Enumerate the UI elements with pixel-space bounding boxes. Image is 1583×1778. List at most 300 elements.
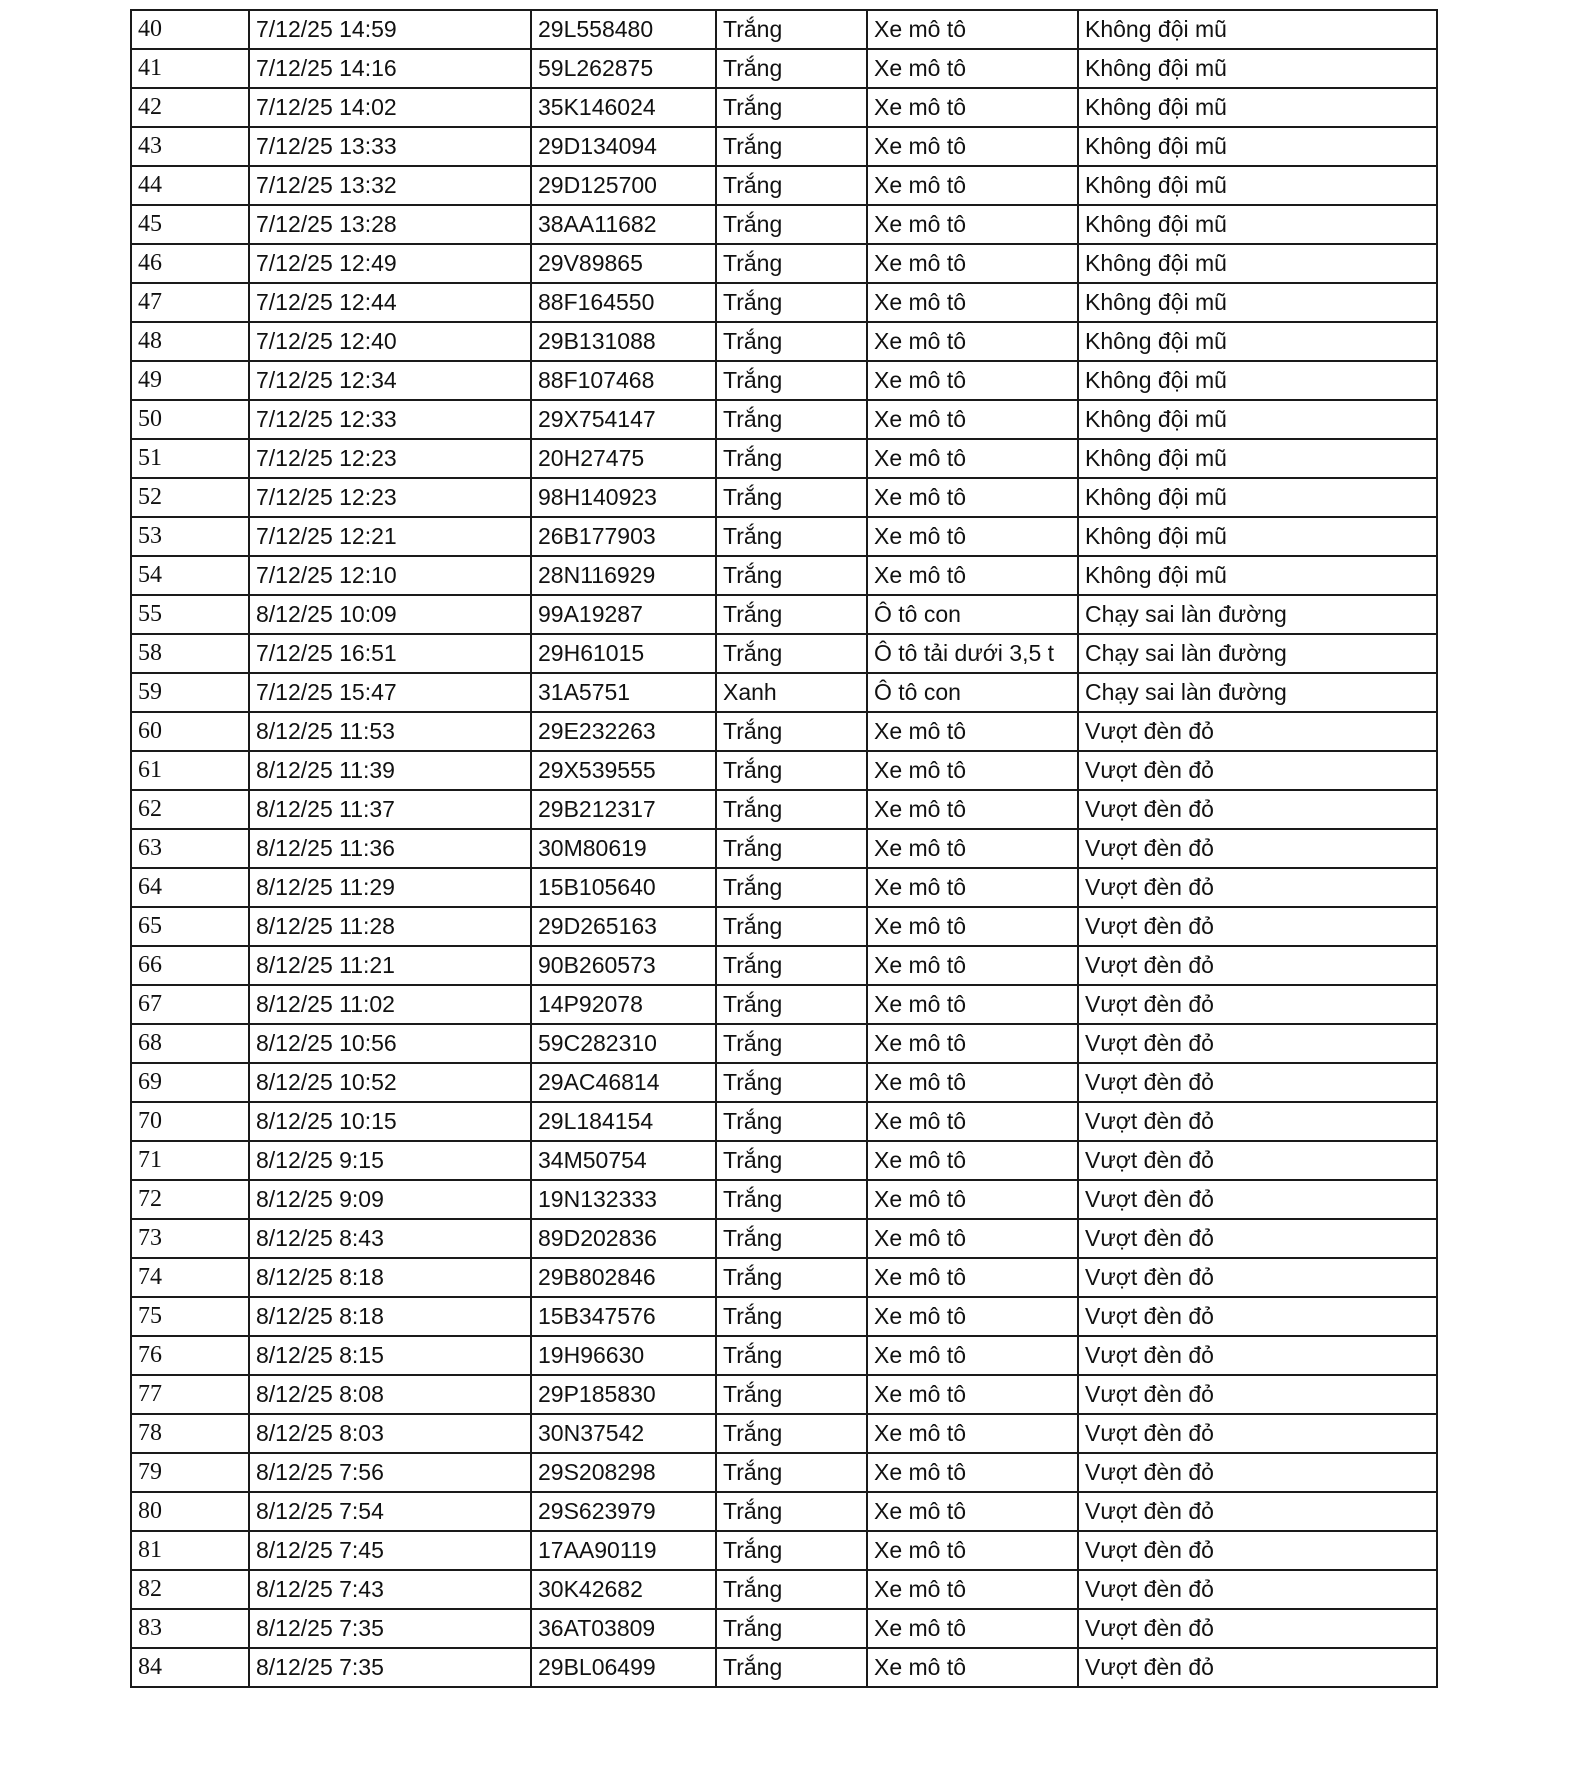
row-number-cell-text: 52 bbox=[138, 484, 162, 510]
vehicle-type-cell bbox=[867, 88, 1078, 127]
plate-color-cell-text: Trắng bbox=[723, 328, 783, 354]
vehicle-type-cell bbox=[867, 478, 1078, 517]
row-number-cell bbox=[131, 166, 249, 205]
table-row bbox=[131, 1414, 1437, 1453]
license-plate-cell bbox=[531, 439, 716, 478]
violation-cell-text: Vượt đèn đỏ bbox=[1085, 1030, 1214, 1056]
license-plate-cell bbox=[531, 1258, 716, 1297]
timestamp-cell-text: 7/12/25 12:49 bbox=[256, 250, 397, 276]
license-plate-cell bbox=[531, 244, 716, 283]
timestamp-cell-text: 7/12/25 12:10 bbox=[256, 562, 397, 588]
license-plate-cell bbox=[531, 1219, 716, 1258]
vehicle-type-cell bbox=[867, 10, 1078, 49]
row-number-cell bbox=[131, 946, 249, 985]
license-plate-cell-text: 29X539555 bbox=[538, 757, 656, 783]
vehicle-type-cell bbox=[867, 1102, 1078, 1141]
vehicle-type-cell-text: Xe mô tô bbox=[874, 1537, 967, 1563]
table-row bbox=[131, 1024, 1437, 1063]
row-number-cell-text: 49 bbox=[138, 367, 162, 393]
vehicle-type-cell bbox=[867, 946, 1078, 985]
row-number-cell-text: 64 bbox=[138, 874, 162, 900]
vehicle-type-cell bbox=[867, 595, 1078, 634]
plate-color-cell-text: Trắng bbox=[723, 1186, 783, 1212]
timestamp-cell bbox=[249, 478, 531, 517]
plate-color-cell-text: Trắng bbox=[723, 1069, 783, 1095]
timestamp-cell bbox=[249, 400, 531, 439]
vehicle-type-cell-text: Xe mô tô bbox=[874, 523, 967, 549]
row-number-cell-text: 60 bbox=[138, 718, 162, 744]
violation-cell-text: Vượt đèn đỏ bbox=[1085, 1186, 1214, 1212]
table-row bbox=[131, 946, 1437, 985]
plate-color-cell-text: Trắng bbox=[723, 1576, 783, 1602]
violation-cell bbox=[1078, 1180, 1437, 1219]
license-plate-cell bbox=[531, 1102, 716, 1141]
timestamp-cell-text: 8/12/25 7:43 bbox=[256, 1576, 384, 1602]
vehicle-type-cell bbox=[867, 439, 1078, 478]
plate-color-cell bbox=[716, 1297, 867, 1336]
license-plate-cell-text: 31A5751 bbox=[538, 679, 631, 705]
plate-color-cell bbox=[716, 712, 867, 751]
timestamp-cell bbox=[249, 1414, 531, 1453]
violation-cell-text: Vượt đèn đỏ bbox=[1085, 835, 1214, 861]
plate-color-cell bbox=[716, 1453, 867, 1492]
timestamp-cell-text: 8/12/25 8:03 bbox=[256, 1420, 384, 1446]
vehicle-type-cell-text: Xe mô tô bbox=[874, 133, 967, 159]
violation-cell-text: Vượt đèn đỏ bbox=[1085, 1264, 1214, 1290]
row-number-cell bbox=[131, 751, 249, 790]
timestamp-cell bbox=[249, 790, 531, 829]
vehicle-type-cell-text: Xe mô tô bbox=[874, 55, 967, 81]
timestamp-cell bbox=[249, 322, 531, 361]
license-plate-cell bbox=[531, 673, 716, 712]
license-plate-cell-text: 29B212317 bbox=[538, 796, 656, 822]
row-number-cell-text: 68 bbox=[138, 1030, 162, 1056]
row-number-cell-text: 63 bbox=[138, 835, 162, 861]
row-number-cell bbox=[131, 1180, 249, 1219]
timestamp-cell bbox=[249, 1297, 531, 1336]
violation-cell-text: Không đội mũ bbox=[1085, 484, 1227, 510]
table-row bbox=[131, 439, 1437, 478]
license-plate-cell-text: 29P185830 bbox=[538, 1381, 656, 1407]
row-number-cell bbox=[131, 1492, 249, 1531]
violation-cell bbox=[1078, 205, 1437, 244]
vehicle-type-cell bbox=[867, 907, 1078, 946]
row-number-cell-text: 73 bbox=[138, 1225, 162, 1251]
timestamp-cell-text: 7/12/25 13:28 bbox=[256, 211, 397, 237]
violation-cell bbox=[1078, 517, 1437, 556]
license-plate-cell bbox=[531, 556, 716, 595]
violation-cell-text: Vượt đèn đỏ bbox=[1085, 1108, 1214, 1134]
timestamp-cell-text: 8/12/25 10:52 bbox=[256, 1069, 397, 1095]
timestamp-cell bbox=[249, 166, 531, 205]
row-number-cell-text: 41 bbox=[138, 55, 162, 81]
plate-color-cell bbox=[716, 1375, 867, 1414]
plate-color-cell-text: Xanh bbox=[723, 679, 777, 705]
plate-color-cell bbox=[716, 673, 867, 712]
vehicle-type-cell bbox=[867, 1219, 1078, 1258]
vehicle-type-cell bbox=[867, 790, 1078, 829]
table-row bbox=[131, 400, 1437, 439]
table-row bbox=[131, 1648, 1437, 1687]
timestamp-cell-text: 8/12/25 7:56 bbox=[256, 1459, 384, 1485]
timestamp-cell bbox=[249, 595, 531, 634]
vehicle-type-cell bbox=[867, 205, 1078, 244]
row-number-cell bbox=[131, 88, 249, 127]
timestamp-cell bbox=[249, 868, 531, 907]
license-plate-cell-text: 30M80619 bbox=[538, 835, 647, 861]
vehicle-type-cell-text: Xe mô tô bbox=[874, 1654, 967, 1680]
violation-cell bbox=[1078, 946, 1437, 985]
row-number-cell-text: 42 bbox=[138, 94, 162, 120]
license-plate-cell bbox=[531, 127, 716, 166]
plate-color-cell-text: Trắng bbox=[723, 445, 783, 471]
timestamp-cell bbox=[249, 1570, 531, 1609]
timestamp-cell bbox=[249, 361, 531, 400]
license-plate-cell-text: 15B105640 bbox=[538, 874, 656, 900]
timestamp-cell-text: 8/12/25 8:18 bbox=[256, 1264, 384, 1290]
table-row bbox=[131, 1219, 1437, 1258]
table-row bbox=[131, 361, 1437, 400]
violation-cell bbox=[1078, 1609, 1437, 1648]
vehicle-type-cell bbox=[867, 1648, 1078, 1687]
license-plate-cell-text: 38AA11682 bbox=[538, 211, 657, 237]
violation-cell bbox=[1078, 751, 1437, 790]
plate-color-cell-text: Trắng bbox=[723, 1615, 783, 1641]
timestamp-cell bbox=[249, 517, 531, 556]
plate-color-cell-text: Trắng bbox=[723, 1537, 783, 1563]
timestamp-cell bbox=[249, 1102, 531, 1141]
vehicle-type-cell bbox=[867, 244, 1078, 283]
vehicle-type-cell bbox=[867, 829, 1078, 868]
vehicle-type-cell-text: Xe mô tô bbox=[874, 796, 967, 822]
vehicle-type-cell-text: Xe mô tô bbox=[874, 1186, 967, 1212]
violation-cell-text: Không đội mũ bbox=[1085, 133, 1227, 159]
table-row bbox=[131, 1492, 1437, 1531]
plate-color-cell-text: Trắng bbox=[723, 94, 783, 120]
violation-cell-text: Vượt đèn đỏ bbox=[1085, 1654, 1214, 1680]
license-plate-cell bbox=[531, 517, 716, 556]
license-plate-cell bbox=[531, 1414, 716, 1453]
plate-color-cell bbox=[716, 1648, 867, 1687]
violation-cell-text: Vượt đèn đỏ bbox=[1085, 1225, 1214, 1251]
violation-cell-text: Chạy sai làn đường bbox=[1085, 601, 1287, 627]
plate-color-cell bbox=[716, 1570, 867, 1609]
license-plate-cell-text: 29E232263 bbox=[538, 718, 656, 744]
plate-color-cell bbox=[716, 1531, 867, 1570]
row-number-cell-text: 47 bbox=[138, 289, 162, 315]
plate-color-cell-text: Trắng bbox=[723, 16, 783, 42]
table-row bbox=[131, 907, 1437, 946]
timestamp-cell-text: 8/12/25 7:45 bbox=[256, 1537, 384, 1563]
timestamp-cell bbox=[249, 907, 531, 946]
table-row bbox=[131, 244, 1437, 283]
vehicle-type-cell bbox=[867, 361, 1078, 400]
license-plate-cell-text: 88F164550 bbox=[538, 289, 655, 315]
timestamp-cell-text: 8/12/25 10:56 bbox=[256, 1030, 397, 1056]
table-row bbox=[131, 283, 1437, 322]
timestamp-cell bbox=[249, 1219, 531, 1258]
license-plate-cell-text: 29S208298 bbox=[538, 1459, 656, 1485]
vehicle-type-cell-text: Xe mô tô bbox=[874, 367, 967, 393]
table-row bbox=[131, 595, 1437, 634]
plate-color-cell-text: Trắng bbox=[723, 1459, 783, 1485]
vehicle-type-cell-text: Xe mô tô bbox=[874, 874, 967, 900]
vehicle-type-cell bbox=[867, 985, 1078, 1024]
license-plate-cell bbox=[531, 634, 716, 673]
plate-color-cell bbox=[716, 1258, 867, 1297]
row-number-cell-text: 80 bbox=[138, 1498, 162, 1524]
plate-color-cell-text: Trắng bbox=[723, 874, 783, 900]
row-number-cell-text: 50 bbox=[138, 406, 162, 432]
row-number-cell bbox=[131, 1570, 249, 1609]
violation-cell-text: Vượt đèn đỏ bbox=[1085, 757, 1214, 783]
timestamp-cell bbox=[249, 1141, 531, 1180]
row-number-cell-text: 82 bbox=[138, 1576, 162, 1602]
row-number-cell bbox=[131, 205, 249, 244]
table-row bbox=[131, 1336, 1437, 1375]
license-plate-cell-text: 29B802846 bbox=[538, 1264, 656, 1290]
table-row bbox=[131, 673, 1437, 712]
vehicle-type-cell bbox=[867, 751, 1078, 790]
violation-cell-text: Chạy sai làn đường bbox=[1085, 640, 1287, 666]
timestamp-cell-text: 8/12/25 11:36 bbox=[256, 835, 395, 861]
license-plate-cell bbox=[531, 1297, 716, 1336]
plate-color-cell-text: Trắng bbox=[723, 757, 783, 783]
vehicle-type-cell bbox=[867, 1375, 1078, 1414]
table-row bbox=[131, 1102, 1437, 1141]
violation-cell bbox=[1078, 907, 1437, 946]
row-number-cell bbox=[131, 1648, 249, 1687]
license-plate-cell-text: 98H140923 bbox=[538, 484, 657, 510]
vehicle-type-cell-text: Ô tô tải dưới 3,5 t bbox=[874, 640, 1055, 666]
vehicle-type-cell bbox=[867, 127, 1078, 166]
vehicle-type-cell-text: Xe mô tô bbox=[874, 406, 967, 432]
license-plate-cell-text: 34M50754 bbox=[538, 1147, 647, 1173]
vehicle-type-cell-text: Xe mô tô bbox=[874, 1147, 967, 1173]
plate-color-cell-text: Trắng bbox=[723, 718, 783, 744]
vehicle-type-cell bbox=[867, 1453, 1078, 1492]
timestamp-cell-text: 8/12/25 8:43 bbox=[256, 1225, 384, 1251]
license-plate-cell-text: 89D202836 bbox=[538, 1225, 657, 1251]
violation-cell bbox=[1078, 1375, 1437, 1414]
vehicle-type-cell-text: Xe mô tô bbox=[874, 1420, 967, 1446]
license-plate-cell bbox=[531, 868, 716, 907]
license-plate-cell-text: 29L558480 bbox=[538, 16, 654, 42]
violation-cell bbox=[1078, 790, 1437, 829]
license-plate-cell bbox=[531, 1492, 716, 1531]
violation-cell-text: Không đội mũ bbox=[1085, 523, 1227, 549]
timestamp-cell bbox=[249, 1258, 531, 1297]
plate-color-cell bbox=[716, 322, 867, 361]
row-number-cell-text: 43 bbox=[138, 133, 162, 159]
timestamp-cell-text: 8/12/25 9:09 bbox=[256, 1186, 384, 1212]
row-number-cell-text: 74 bbox=[138, 1264, 162, 1290]
timestamp-cell-text: 7/12/25 14:16 bbox=[256, 55, 397, 81]
vehicle-type-cell-text: Xe mô tô bbox=[874, 1615, 967, 1641]
violation-cell-text: Vượt đèn đỏ bbox=[1085, 1498, 1214, 1524]
license-plate-cell bbox=[531, 1648, 716, 1687]
plate-color-cell bbox=[716, 244, 867, 283]
violation-cell-text: Vượt đèn đỏ bbox=[1085, 718, 1214, 744]
table-row bbox=[131, 712, 1437, 751]
row-number-cell-text: 81 bbox=[138, 1537, 162, 1563]
vehicle-type-cell bbox=[867, 712, 1078, 751]
plate-color-cell bbox=[716, 1219, 867, 1258]
license-plate-cell-text: 15B347576 bbox=[538, 1303, 656, 1329]
table-row bbox=[131, 10, 1437, 49]
table-row bbox=[131, 985, 1437, 1024]
row-number-cell-text: 45 bbox=[138, 211, 162, 237]
table-row bbox=[131, 556, 1437, 595]
timestamp-cell bbox=[249, 1024, 531, 1063]
timestamp-cell-text: 8/12/25 11:28 bbox=[256, 913, 395, 939]
timestamp-cell bbox=[249, 751, 531, 790]
violation-cell bbox=[1078, 10, 1437, 49]
plate-color-cell-text: Trắng bbox=[723, 991, 783, 1017]
plate-color-cell-text: Trắng bbox=[723, 1303, 783, 1329]
license-plate-cell bbox=[531, 1336, 716, 1375]
plate-color-cell bbox=[716, 751, 867, 790]
vehicle-type-cell bbox=[867, 1492, 1078, 1531]
plate-color-cell bbox=[716, 946, 867, 985]
timestamp-cell-text: 8/12/25 11:37 bbox=[256, 796, 395, 822]
table-row bbox=[131, 634, 1437, 673]
vehicle-type-cell bbox=[867, 1297, 1078, 1336]
violation-cell-text: Không đội mũ bbox=[1085, 445, 1227, 471]
timestamp-cell-text: 8/12/25 9:15 bbox=[256, 1147, 384, 1173]
violation-cell-text: Vượt đèn đỏ bbox=[1085, 796, 1214, 822]
plate-color-cell-text: Trắng bbox=[723, 484, 783, 510]
plate-color-cell-text: Trắng bbox=[723, 913, 783, 939]
plate-color-cell bbox=[716, 1609, 867, 1648]
violation-cell bbox=[1078, 673, 1437, 712]
timestamp-cell bbox=[249, 1375, 531, 1414]
row-number-cell bbox=[131, 673, 249, 712]
license-plate-cell-text: 35K146024 bbox=[538, 94, 656, 120]
row-number-cell-text: 84 bbox=[138, 1654, 162, 1680]
row-number-cell bbox=[131, 829, 249, 868]
license-plate-cell-text: 30N37542 bbox=[538, 1420, 645, 1446]
violation-cell-text: Vượt đèn đỏ bbox=[1085, 1576, 1214, 1602]
license-plate-cell bbox=[531, 712, 716, 751]
vehicle-type-cell-text: Xe mô tô bbox=[874, 835, 967, 861]
row-number-cell bbox=[131, 1609, 249, 1648]
violation-cell bbox=[1078, 634, 1437, 673]
row-number-cell bbox=[131, 1297, 249, 1336]
row-number-cell-text: 77 bbox=[138, 1381, 162, 1407]
violation-cell bbox=[1078, 1219, 1437, 1258]
license-plate-cell bbox=[531, 49, 716, 88]
license-plate-cell bbox=[531, 400, 716, 439]
license-plate-cell bbox=[531, 1453, 716, 1492]
timestamp-cell bbox=[249, 205, 531, 244]
row-number-cell bbox=[131, 244, 249, 283]
timestamp-cell bbox=[249, 712, 531, 751]
row-number-cell bbox=[131, 1336, 249, 1375]
license-plate-cell bbox=[531, 595, 716, 634]
violations-table bbox=[130, 9, 1438, 1688]
license-plate-cell bbox=[531, 1570, 716, 1609]
plate-color-cell-text: Trắng bbox=[723, 796, 783, 822]
violation-cell bbox=[1078, 322, 1437, 361]
timestamp-cell bbox=[249, 673, 531, 712]
plate-color-cell bbox=[716, 1141, 867, 1180]
vehicle-type-cell bbox=[867, 322, 1078, 361]
plate-color-cell-text: Trắng bbox=[723, 367, 783, 393]
plate-color-cell-text: Trắng bbox=[723, 250, 783, 276]
violation-cell-text: Không đội mũ bbox=[1085, 328, 1227, 354]
license-plate-cell bbox=[531, 478, 716, 517]
timestamp-cell-text: 7/12/25 12:44 bbox=[256, 289, 397, 315]
plate-color-cell bbox=[716, 1180, 867, 1219]
license-plate-cell-text: 20H27475 bbox=[538, 445, 645, 471]
license-plate-cell bbox=[531, 985, 716, 1024]
violation-cell bbox=[1078, 985, 1437, 1024]
vehicle-type-cell-text: Xe mô tô bbox=[874, 16, 967, 42]
vehicle-type-cell-text: Xe mô tô bbox=[874, 484, 967, 510]
row-number-cell bbox=[131, 1141, 249, 1180]
row-number-cell-text: 61 bbox=[138, 757, 162, 783]
timestamp-cell bbox=[249, 10, 531, 49]
vehicle-type-cell-text: Xe mô tô bbox=[874, 1498, 967, 1524]
table-row bbox=[131, 829, 1437, 868]
table-row bbox=[131, 1570, 1437, 1609]
vehicle-type-cell-text: Xe mô tô bbox=[874, 913, 967, 939]
license-plate-cell-text: 29D134094 bbox=[538, 133, 657, 159]
timestamp-cell-text: 8/12/25 10:09 bbox=[256, 601, 397, 627]
plate-color-cell-text: Trắng bbox=[723, 1225, 783, 1251]
license-plate-cell-text: 29B131088 bbox=[538, 328, 656, 354]
license-plate-cell bbox=[531, 88, 716, 127]
vehicle-type-cell-text: Xe mô tô bbox=[874, 445, 967, 471]
violation-cell-text: Vượt đèn đỏ bbox=[1085, 1459, 1214, 1485]
violation-cell-text: Không đội mũ bbox=[1085, 16, 1227, 42]
table-row bbox=[131, 1141, 1437, 1180]
violation-cell bbox=[1078, 829, 1437, 868]
timestamp-cell bbox=[249, 439, 531, 478]
row-number-cell-text: 51 bbox=[138, 445, 162, 471]
row-number-cell bbox=[131, 361, 249, 400]
vehicle-type-cell-text: Xe mô tô bbox=[874, 1342, 967, 1368]
timestamp-cell-text: 8/12/25 8:18 bbox=[256, 1303, 384, 1329]
plate-color-cell-text: Trắng bbox=[723, 211, 783, 237]
plate-color-cell bbox=[716, 1063, 867, 1102]
vehicle-type-cell-text: Xe mô tô bbox=[874, 1069, 967, 1095]
license-plate-cell bbox=[531, 361, 716, 400]
violation-cell-text: Không đội mũ bbox=[1085, 250, 1227, 276]
license-plate-cell-text: 19H96630 bbox=[538, 1342, 645, 1368]
row-number-cell bbox=[131, 868, 249, 907]
vehicle-type-cell-text: Xe mô tô bbox=[874, 1459, 967, 1485]
timestamp-cell-text: 8/12/25 8:15 bbox=[256, 1342, 384, 1368]
vehicle-type-cell-text: Xe mô tô bbox=[874, 952, 967, 978]
row-number-cell bbox=[131, 985, 249, 1024]
vehicle-type-cell-text: Xe mô tô bbox=[874, 1303, 967, 1329]
violation-cell-text: Vượt đèn đỏ bbox=[1085, 913, 1214, 939]
row-number-cell bbox=[131, 1453, 249, 1492]
violation-cell-text: Vượt đèn đỏ bbox=[1085, 1420, 1214, 1446]
violation-cell-text: Vượt đèn đỏ bbox=[1085, 1537, 1214, 1563]
timestamp-cell bbox=[249, 1453, 531, 1492]
vehicle-type-cell bbox=[867, 1531, 1078, 1570]
row-number-cell bbox=[131, 1063, 249, 1102]
row-number-cell-text: 44 bbox=[138, 172, 162, 198]
license-plate-cell bbox=[531, 322, 716, 361]
license-plate-cell-text: 17AA90119 bbox=[538, 1537, 657, 1563]
violation-cell-text: Không đội mũ bbox=[1085, 55, 1227, 81]
timestamp-cell-text: 7/12/25 14:59 bbox=[256, 16, 397, 42]
plate-color-cell bbox=[716, 361, 867, 400]
